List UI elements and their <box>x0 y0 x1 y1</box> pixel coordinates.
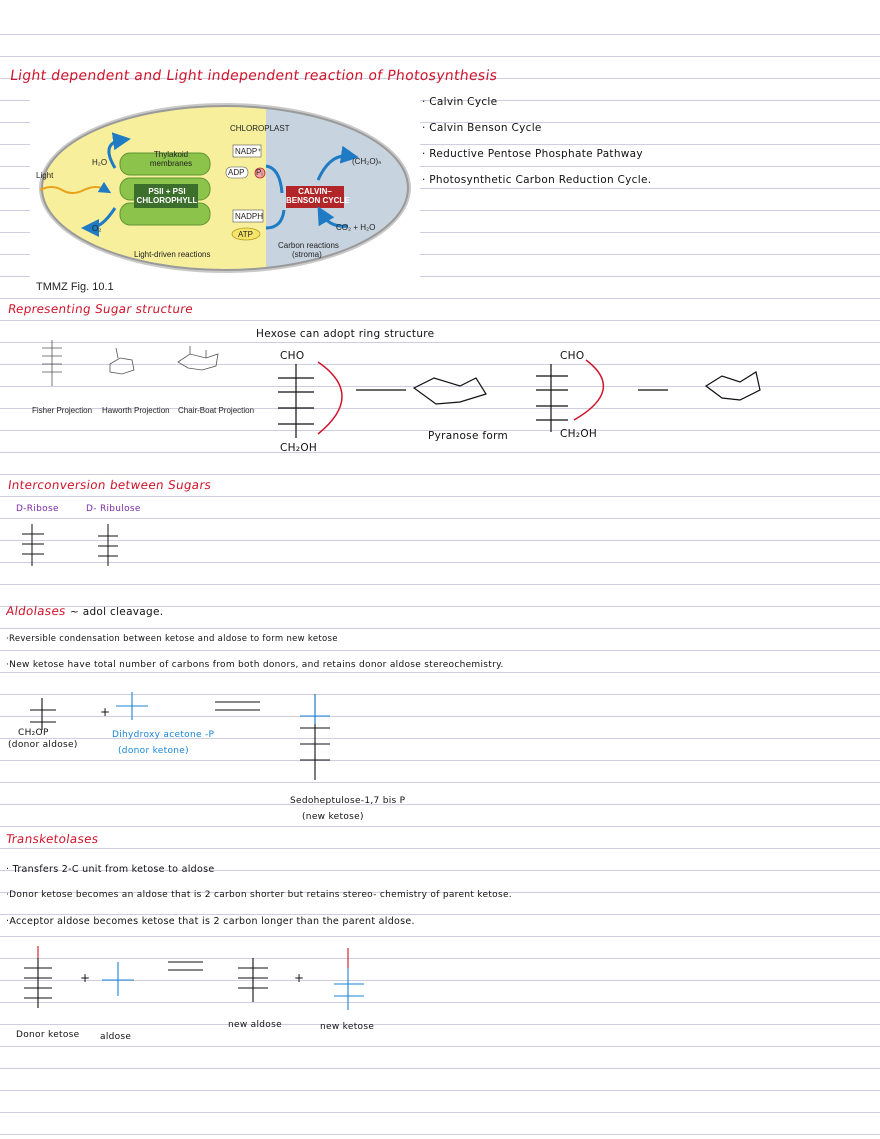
new-ketose-label-2: new ketose <box>320 1022 375 1032</box>
heading-photosynthesis: Light dependent and Light independent reaction of Photosynthesis <box>8 68 499 84</box>
new-aldose-label: new aldose <box>228 1020 282 1030</box>
donor-ketone-label: (donor ketone) <box>118 746 189 756</box>
ribose-label: D-Ribose <box>16 504 59 514</box>
hexose-ch2oh-1: CH₂OH <box>280 442 318 454</box>
stroma-label: (stroma) <box>292 250 322 259</box>
transketolase-line2: ·Donor ketose becomes an aldose that is 2 carbon shorter but retains stereo- chemistry of parent ketose. <box>6 890 512 900</box>
donor-aldose-label: (donor aldose) <box>8 740 78 750</box>
carbon-reactions-label: Carbon reactions <box>278 241 339 250</box>
chlorophyll-label: CHLOROPHYLL <box>136 196 198 205</box>
interconversion-sketches <box>10 518 130 578</box>
psii-label: PSII + PSI <box>148 187 186 196</box>
co2h2o-label: CO₂ + H₂O <box>336 223 376 232</box>
dhap-label: Dihydroxy acetone -P <box>112 730 215 740</box>
svg-text:+: + <box>80 971 91 985</box>
calvin-list-item: · Photosynthetic Carbon Reduction Cycle. <box>422 174 652 186</box>
chloroplast-diagram <box>30 98 420 288</box>
heading-transketolases: Transketolases <box>5 832 100 846</box>
haworth-label: Haworth Projection <box>102 406 170 415</box>
projection-thumbnails <box>20 334 260 404</box>
ch2o-label: (CH₂O)ₙ <box>352 157 382 166</box>
calvin-list-item: · Reductive Pentose Phosphate Pathway <box>422 148 643 160</box>
aldolase-suffix: ~ adol cleavage. <box>70 606 164 618</box>
calvin-box-line2: BENSON CYCLE <box>286 196 350 205</box>
ribulose-label: D- Ribulose <box>86 504 141 514</box>
calvin-list-item: · Calvin Benson Cycle <box>422 122 542 134</box>
svg-text:+: + <box>100 705 111 719</box>
calvin-box-line1: CALVIN– <box>298 187 332 196</box>
hexose-note: Hexose can adopt ring structure <box>256 328 435 340</box>
pyranose-label: Pyranose form <box>428 430 509 442</box>
figure-caption: TMMZ Fig. 10.1 <box>36 281 114 293</box>
donor-aldose-ch2op: CH₂OP <box>18 728 49 738</box>
transketolase-line3: ·Acceptor aldose becomes ketose that is 2 carbon longer than the parent aldose. <box>6 916 415 927</box>
hexose-cho-1: CHO <box>280 350 305 362</box>
new-ketose-label: (new ketose) <box>302 812 364 822</box>
nadp-label: NADP⁺ <box>235 147 262 156</box>
fisher-label: Fisher Projection <box>32 406 93 415</box>
o2-label: O₂ <box>92 224 102 233</box>
aldolase-line1: ·Reversible condensation between ketose and aldose to form new ketose <box>6 634 338 644</box>
heading-sugar-structure: Representing Sugar structure <box>7 302 194 316</box>
light-label: Light <box>36 171 54 180</box>
chloroplast-title: CHLOROPLAST <box>230 124 290 133</box>
atp-label: ATP <box>238 230 253 239</box>
h2o-label: H₂O <box>92 158 108 167</box>
transketolase-line1: · Transfers 2-C unit from ketose to aldose <box>6 864 215 875</box>
hexose-ch2oh-2: CH₂OH <box>560 428 598 440</box>
pi-label: Pᵢ <box>256 168 263 177</box>
heading-aldolases: Aldolases <box>5 604 67 618</box>
chair-label: Chair-Boat Projection <box>178 406 255 415</box>
hexose-sketches <box>256 350 816 460</box>
adp-label: ADP <box>228 168 245 177</box>
aldolase-line2: ·New ketose have total number of carbons from both donors, and retains donor aldose stereochemistry. <box>6 660 504 670</box>
thylakoid-label: Thylakoid membranes <box>149 150 193 168</box>
svg-text:+: + <box>294 971 305 985</box>
donor-ketose-label: Donor ketose <box>16 1030 80 1040</box>
heading-interconversion: Interconversion between Sugars <box>7 478 213 492</box>
aldose-label: aldose <box>100 1032 132 1042</box>
nadph-label: NADPH <box>235 212 264 221</box>
sedoheptulose-label: Sedoheptulose-1,7 bis P <box>290 796 406 806</box>
transketolase-sketches <box>8 938 388 1028</box>
light-driven-label: Light-driven reactions <box>134 250 211 259</box>
calvin-list-item: · Calvin Cycle <box>422 96 498 108</box>
hexose-cho-2: CHO <box>560 350 585 362</box>
